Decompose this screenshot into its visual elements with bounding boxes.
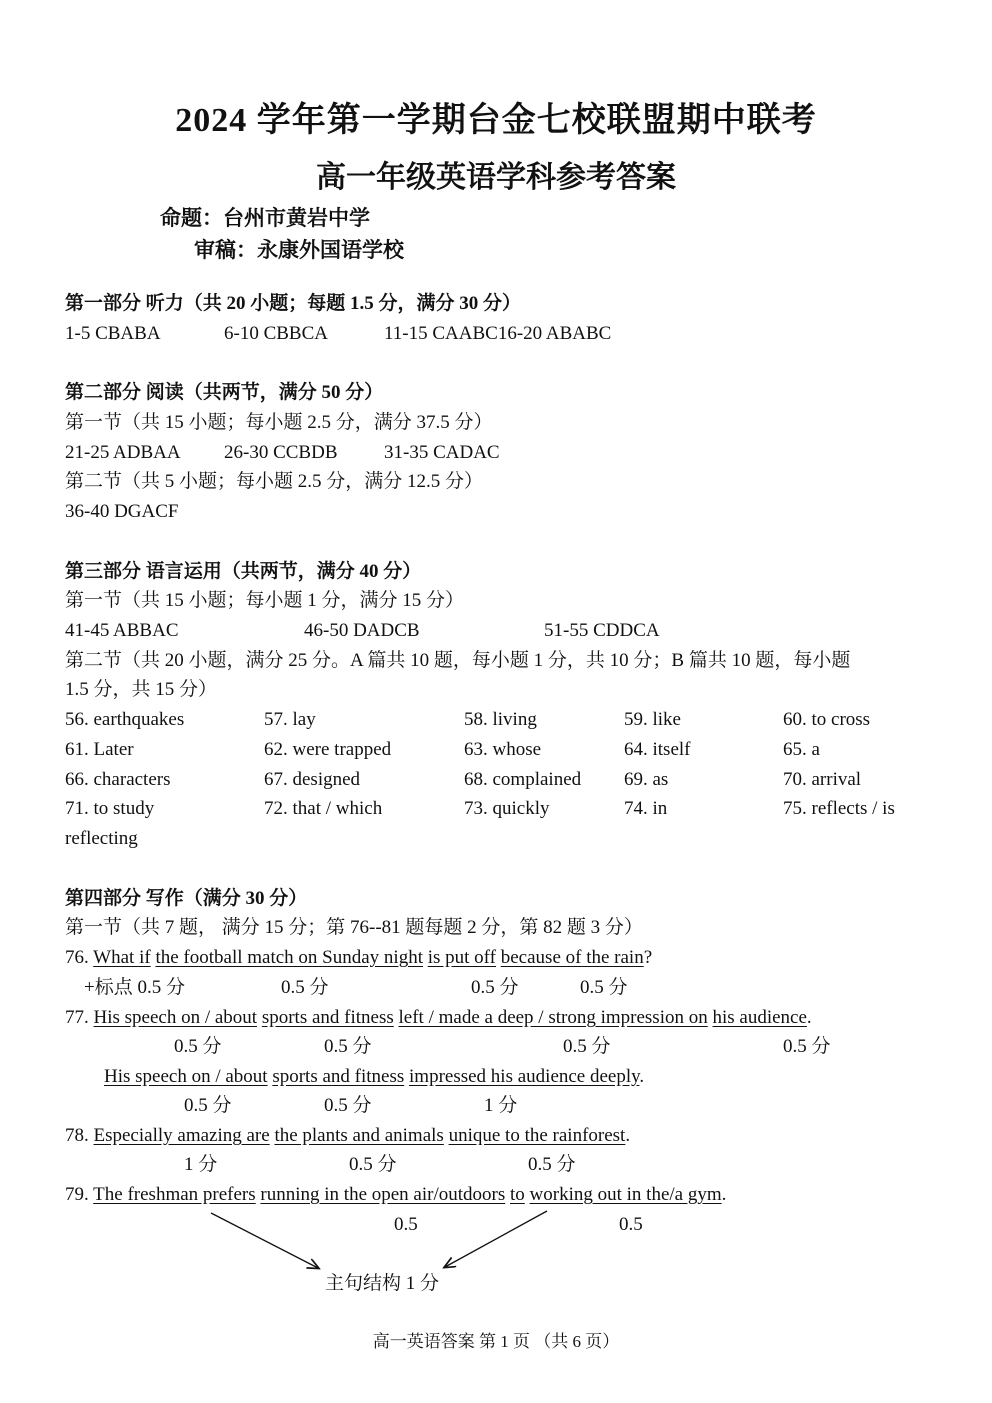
part2-answer: 26-30 CCBDB [224,442,338,463]
part2-heading: 第二部分 阅读（共两节，满分 50 分） [65,382,384,403]
part3-sec2-heading-cont: 1.5 分，共 15 分） [65,679,218,700]
answer-segment: His speech on / about [104,1066,268,1087]
score: 0.5 分 [528,1154,576,1175]
grid-cell: 57. lay [264,709,316,730]
grid-cell: 75. reflects / is [783,798,895,819]
answer-segment: left / made a deep / strong impression on [398,1007,708,1028]
grid-cell: 62. were trapped [264,739,392,760]
reviewer-line: 审稿：永康外国语学校 [194,238,404,262]
punctuation: . [806,1007,812,1028]
part3-heading: 第三部分 语言运用（共两节，满分 40 分） [65,561,422,582]
page-title: 2024 学年第一学期台金七校联盟期中联考 [175,102,817,139]
answer-segment: sports and fitness [261,1007,394,1028]
grid-cell: 59. like [624,709,681,730]
score: 0.5 分 [783,1036,831,1057]
page-subtitle: 高一年级英语学科参考答案 [316,161,676,194]
grid-cell: 67. designed [264,769,361,790]
part1-answer: 6-10 CBBCA [224,323,328,344]
answer-segment: What if [93,947,151,968]
grid-cell: 66. characters [65,769,171,790]
answer-segment: running in the open air/outdoors [260,1184,506,1205]
answer-segment: working out in the/a gym [529,1184,722,1205]
punctuation: . [639,1066,645,1087]
question-number: 78. [65,1125,89,1146]
arrow-left [211,1213,318,1268]
answer-segment: His speech on / about [93,1007,258,1028]
author-line: 命题：台州市黄岩中学 [160,206,370,230]
answer-segment: The freshman prefers [93,1184,256,1205]
page-footer: 高一英语答案 第 1 页 （共 6 页） [372,1332,620,1351]
score: 0.5 分 [174,1036,222,1057]
part2-answer: 36-40 DGACF [65,501,179,522]
score: 0.5 分 [324,1036,372,1057]
grid-cell-wrap: reflecting [65,828,138,849]
answer-segment: his audience [712,1007,807,1028]
grid-cell: 74. in [624,798,668,819]
answer-segment: Especially amazing are [93,1125,270,1146]
answer-segment: impressed his audience deeply [409,1066,640,1087]
answer-segment: unique to the rainforest [448,1125,626,1146]
score: 0.5 分 [184,1095,232,1116]
answer-segment: is put off [427,947,496,968]
part1-answer: 11-15 CAABC16-20 ABABC [384,323,612,344]
grid-cell: 61. Later [65,739,134,760]
grid-cell: 63. whose [464,739,542,760]
question-number: 79. [65,1184,89,1205]
grid-cell: 64. itself [624,739,691,760]
score: 0.5 分 [324,1095,372,1116]
grid-cell: 58. living [464,709,537,730]
part3-answer: 46-50 DADCB [304,620,420,641]
punctuation: . [625,1125,631,1146]
question-number: 77. [65,1007,89,1028]
part2-sec1-heading: 第一节（共 15 小题；每小题 2.5 分，满分 37.5 分） [65,412,493,433]
score: 0.5 分 [471,977,519,998]
score: 0.5 分 [281,977,329,998]
part4-sec1-heading: 第一节（共 7 题， 满分 15 分；第 76--81 题每题 2 分，第 82 题 3 分） [65,917,643,938]
grid-cell: 65. a [783,739,820,760]
punctuation: . [721,1184,727,1205]
arrow-right [445,1211,547,1267]
grid-cell: 73. quickly [464,798,550,819]
score: 1 分 [484,1095,518,1116]
part3-answer: 41-45 ABBAC [65,620,179,641]
grid-cell: 56. earthquakes [65,709,185,730]
grid-cell: 60. to cross [783,709,871,730]
part3-sec1-heading: 第一节（共 15 小题；每小题 1 分，满分 15 分） [65,590,465,611]
answer-segment: sports and fitness [272,1066,405,1087]
score: 0.5 分 [563,1036,611,1057]
score: 0.5 [394,1214,418,1235]
part1-answer: 1-5 CBABA [65,323,161,344]
grid-cell: 70. arrival [783,769,862,790]
answer-segment: to [510,1184,525,1205]
punctuation: ? [643,947,653,968]
answer-segment: because of the rain [500,947,644,968]
score: 1 分 [184,1154,218,1175]
part3-sec2-heading: 第二节（共 20 小题，满分 25 分。A 篇共 10 题，每小题 1 分，共 10 分；B 篇共 10 题，每小题 [65,650,851,671]
part3-answer: 51-55 CDDCA [544,620,660,641]
part1-heading: 第一部分 听力（共 20 小题；每题 1.5 分，满分 30 分） [65,293,522,314]
score: 0.5 分 [580,977,628,998]
main-clause-score: 主句结构 1 分 [325,1273,440,1294]
score: 0.5 [619,1214,643,1235]
grid-cell: 68. complained [464,769,582,790]
score: 0.5 分 [349,1154,397,1175]
grid-cell: 71. to study [65,798,155,819]
part2-sec2-heading: 第二节（共 5 小题；每小题 2.5 分，满分 12.5 分） [65,471,484,492]
question-number: 76. [65,947,89,968]
part2-answer: 31-35 CADAC [384,442,500,463]
grid-cell: 69. as [624,769,669,790]
grid-cell: 72. that / which [264,798,383,819]
score: +标点 0.5 分 [84,977,185,998]
answer-segment: the football match on Sunday night [155,947,423,968]
part2-answer: 21-25 ADBAA [65,442,181,463]
answer-segment: the plants and animals [274,1125,444,1146]
part4-heading: 第四部分 写作（满分 30 分） [65,888,308,909]
